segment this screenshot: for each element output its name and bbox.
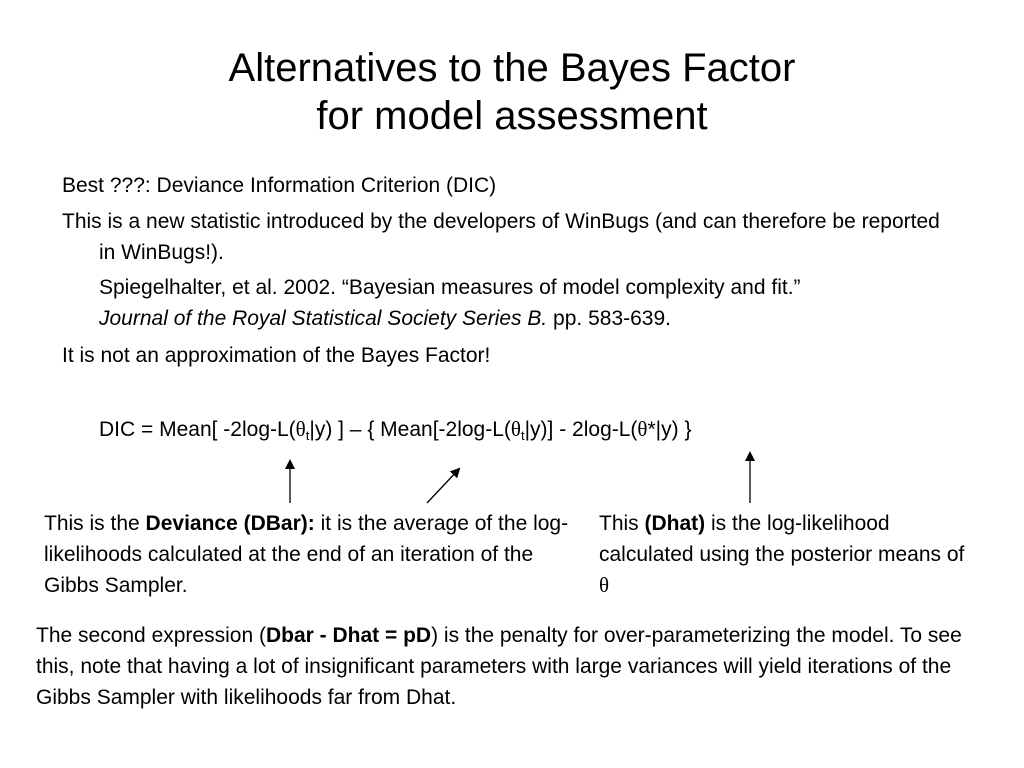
penalty-explanation — [36, 620, 996, 713]
formula-part-2: |y) ] – { Mean[-2log-L( — [309, 418, 511, 441]
formula-part-3: |y)] - 2log-L( — [524, 418, 638, 441]
note-dhat-post: is the log-likelihood calculated using the posterior means of — [599, 512, 965, 566]
title-line-1: Alternatives to the Bayes Factor — [228, 46, 796, 90]
theta-symbol: θ — [637, 417, 648, 441]
theta-symbol: θ — [599, 573, 610, 597]
note-dbar-bold: Deviance (DBar): — [145, 512, 315, 535]
theta-symbol: θ — [510, 417, 521, 441]
citation-pages: pp. 583-639. — [547, 307, 671, 330]
penalty-pre: The second expression ( — [36, 624, 266, 647]
note-dbar-pre: This is the — [44, 512, 146, 535]
theta-symbol: θ — [295, 417, 306, 441]
citation-journal: Journal of the Royal Statistical Society Series B. — [99, 307, 548, 330]
formula-part-4: *|y) } — [647, 418, 692, 441]
bullet-winbugs: This is a new statistic introduced by the developers of WinBugs (and can therefore be reported in WinBugs!). — [62, 210, 940, 264]
bullet-dic: Best ???: Deviance Information Criterion (DIC) — [62, 174, 497, 197]
note-dhat-bold: (Dhat) — [644, 512, 706, 535]
subscript-t: t — [305, 428, 310, 443]
note-dbar-post: it is the average of the log-likelihoods calculated at the end of an iteration of the Gibbs Sampler. — [44, 512, 569, 597]
title-line-2: for model assessment — [316, 94, 708, 138]
bullet-not-approximation: It is not an approximation of the Bayes Factor! — [62, 344, 491, 367]
arrow-second-term — [427, 469, 459, 503]
note-dhat-pre: This — [599, 512, 645, 535]
subscript-t: t — [520, 428, 525, 443]
formula-part-1: DIC = Mean[ -2log-L( — [99, 418, 296, 441]
citation-text: Spiegelhalter, et al. 2002. “Bayesian measures of model complexity and fit.” — [99, 276, 801, 299]
note-dbar — [44, 508, 584, 601]
penalty-bold: Dbar - Dhat = pD — [265, 624, 432, 647]
penalty-post: ) is the penalty for over-parameterizing the model. To see this, note that having a lot of insignificant parameters with large variances will yield iterations of the Gibbs Sampler with likelihoods far from Dhat. — [36, 624, 962, 709]
note-dhat — [599, 508, 979, 601]
